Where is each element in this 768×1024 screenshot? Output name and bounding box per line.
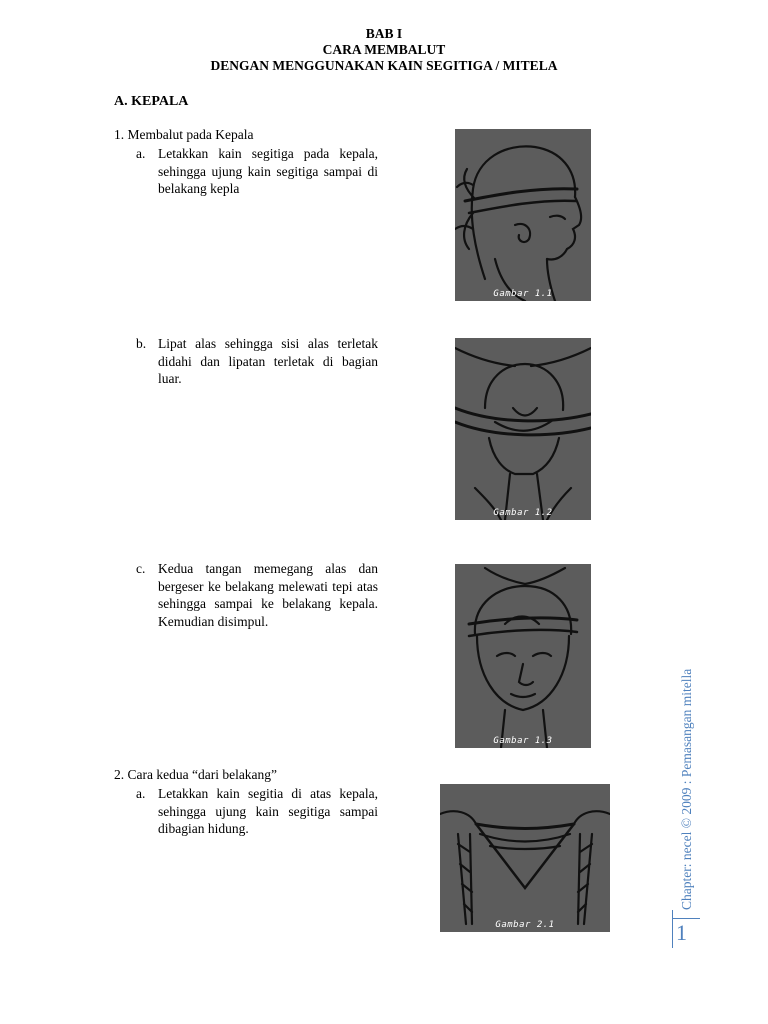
item-2-heading: 2. Cara kedua “dari belakang”	[114, 767, 278, 782]
figure-1-3-illustration	[455, 564, 591, 748]
chapter-subtitle: DENGAN MENGGUNAKAN KAIN SEGITIGA / MITELA	[210, 58, 558, 73]
page-number: 1	[676, 920, 687, 945]
chapter-label: BAB I	[365, 26, 403, 41]
step-text: Kedua tangan memegang alas dan bergeser ke belakang melewati tepi atas sehingga sampai ke belakang kepala. Kemudian disimpul.	[158, 561, 378, 629]
figure-caption: Gambar 1.1	[493, 289, 553, 299]
step-letter: b.	[136, 336, 147, 351]
figure-1-2-illustration	[455, 338, 591, 520]
step-letter: a.	[136, 146, 146, 161]
step-letter: a.	[136, 786, 146, 801]
footer-divider	[672, 918, 700, 919]
figure-1-1-illustration	[455, 129, 591, 301]
footer-divider-vertical	[672, 910, 673, 948]
figure-caption: Gambar 2.1	[495, 920, 555, 930]
item-1-heading: 1. Membalut pada Kepala	[114, 127, 254, 142]
chapter-sidebar-label: Chapter: necel © 2009 : Pemasangan mitella	[679, 668, 694, 910]
step-text: Letakkan kain segitiga pada kepala, sehingga ujung kain segitiga sampai di belakang kepla	[158, 146, 378, 196]
section-heading: A. KEPALA	[114, 94, 189, 109]
figure-caption: Gambar 1.3	[493, 736, 553, 746]
chapter-title: CARA MEMBALUT	[322, 42, 446, 57]
figure-caption: Gambar 1.2	[493, 508, 553, 518]
step-text: Letakkan kain segitia di atas kepala, sehingga ujung kain segitiga sampai dibagian hidung.	[158, 786, 378, 836]
step-text: Lipat alas sehingga sisi alas terletak didahi dan lipatan terletak di bagian luar.	[158, 336, 378, 386]
figure-2-1-illustration	[440, 784, 610, 932]
step-letter: c.	[136, 561, 146, 576]
